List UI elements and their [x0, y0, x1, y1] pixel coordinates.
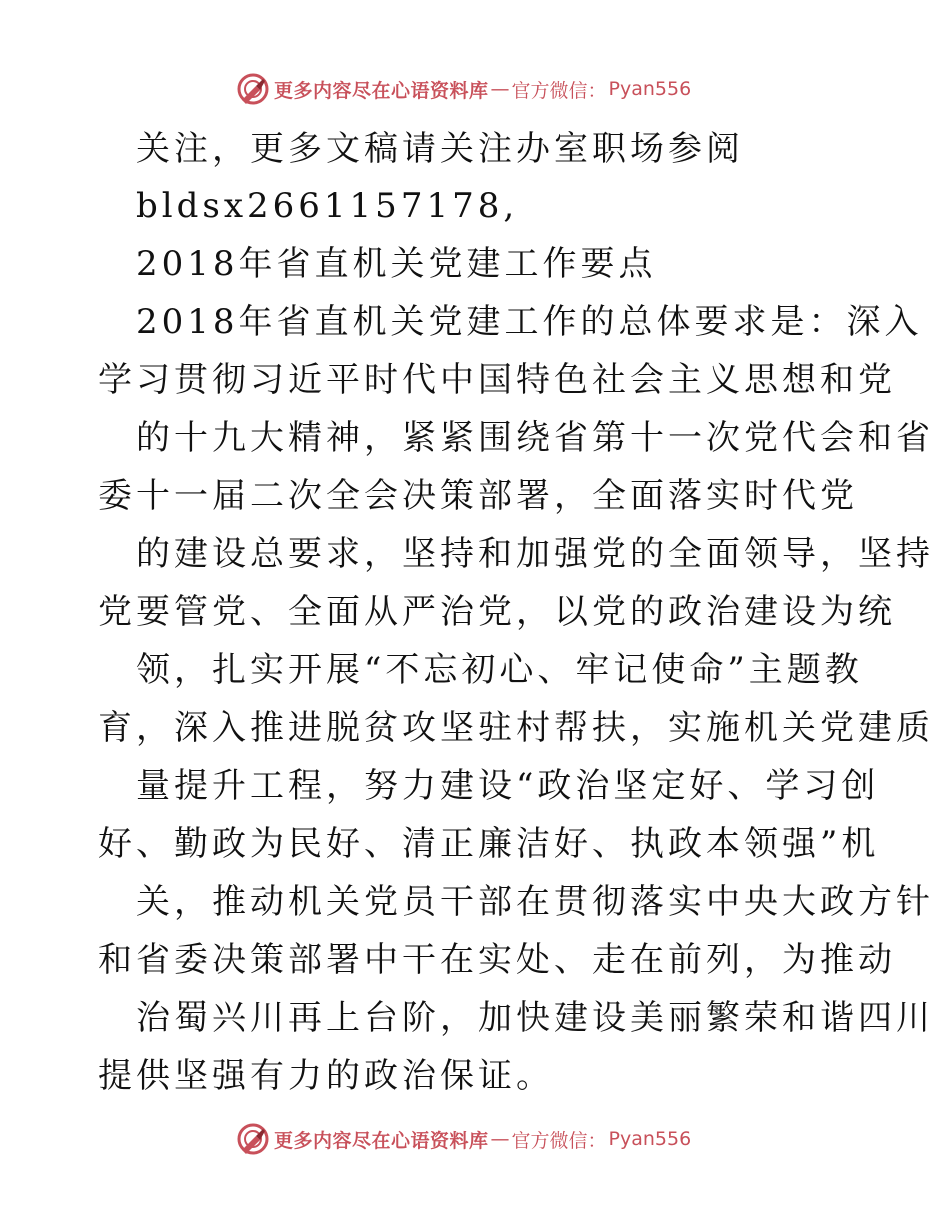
text-line: 领，扎实开展“不忘初心、牢记使命”主题教: [136, 650, 863, 690]
text-line: 委十一届二次全会决策部署，全面落实时代党: [98, 476, 858, 516]
watermark-dash: —: [490, 1128, 510, 1150]
text-line: 提供坚强有力的政治保证。: [98, 1056, 554, 1096]
header-watermark: [236, 72, 756, 106]
watermark-official-label: 官方微信：: [511, 1129, 607, 1152]
text-line: 好、勤政为民好、清正廉洁好、执政本领强”机: [98, 824, 880, 864]
text-line: 党要管党、全面从严治党，以党的政治建设为统: [98, 592, 896, 632]
text-line: 的建设总要求，坚持和加强党的全面领导，坚持: [136, 534, 934, 574]
text-line: 育，深入推进脱贫攻坚驻村帮扶，实施机关党建质: [98, 708, 934, 748]
text-line: 学习贯彻习近平时代中国特色社会主义思想和党: [98, 360, 896, 400]
text-line: 治蜀兴川再上台阶，加快建设美丽繁荣和谐四川: [136, 998, 934, 1038]
text-line: 的十九大精神，紧紧围绕省第十一次党代会和省: [136, 418, 934, 458]
text-line: 量提升工程，努力建设“政治坚定好、学习创: [136, 766, 880, 806]
pen-logo-icon: [236, 72, 270, 106]
watermark-title: 更多内容尽在心语资料库: [274, 79, 489, 102]
watermark-dash: —: [490, 78, 510, 100]
watermark-title: 更多内容尽在心语资料库: [274, 1129, 489, 1152]
text-line: 关，推动机关党员干部在贯彻落实中央大政方针: [136, 882, 934, 922]
text-line: bldsx2661157178,: [136, 186, 519, 226]
watermark-wechat-id: Pyan556: [608, 1128, 692, 1150]
text-line: 2018年省直机关党建工作的总体要求是：深入: [136, 302, 923, 342]
pen-logo-icon: [236, 1122, 270, 1156]
document-title: 2018年省直机关党建工作要点: [136, 244, 657, 284]
watermark-official-label: 官方微信：: [511, 79, 607, 102]
text-line: 关注，更多文稿请关注办室职场参阅: [136, 129, 744, 169]
watermark-wechat-id: Pyan556: [608, 78, 692, 100]
text-line: 和省委决策部署中干在实处、走在前列，为推动: [98, 940, 896, 980]
footer-watermark: [236, 1122, 756, 1156]
